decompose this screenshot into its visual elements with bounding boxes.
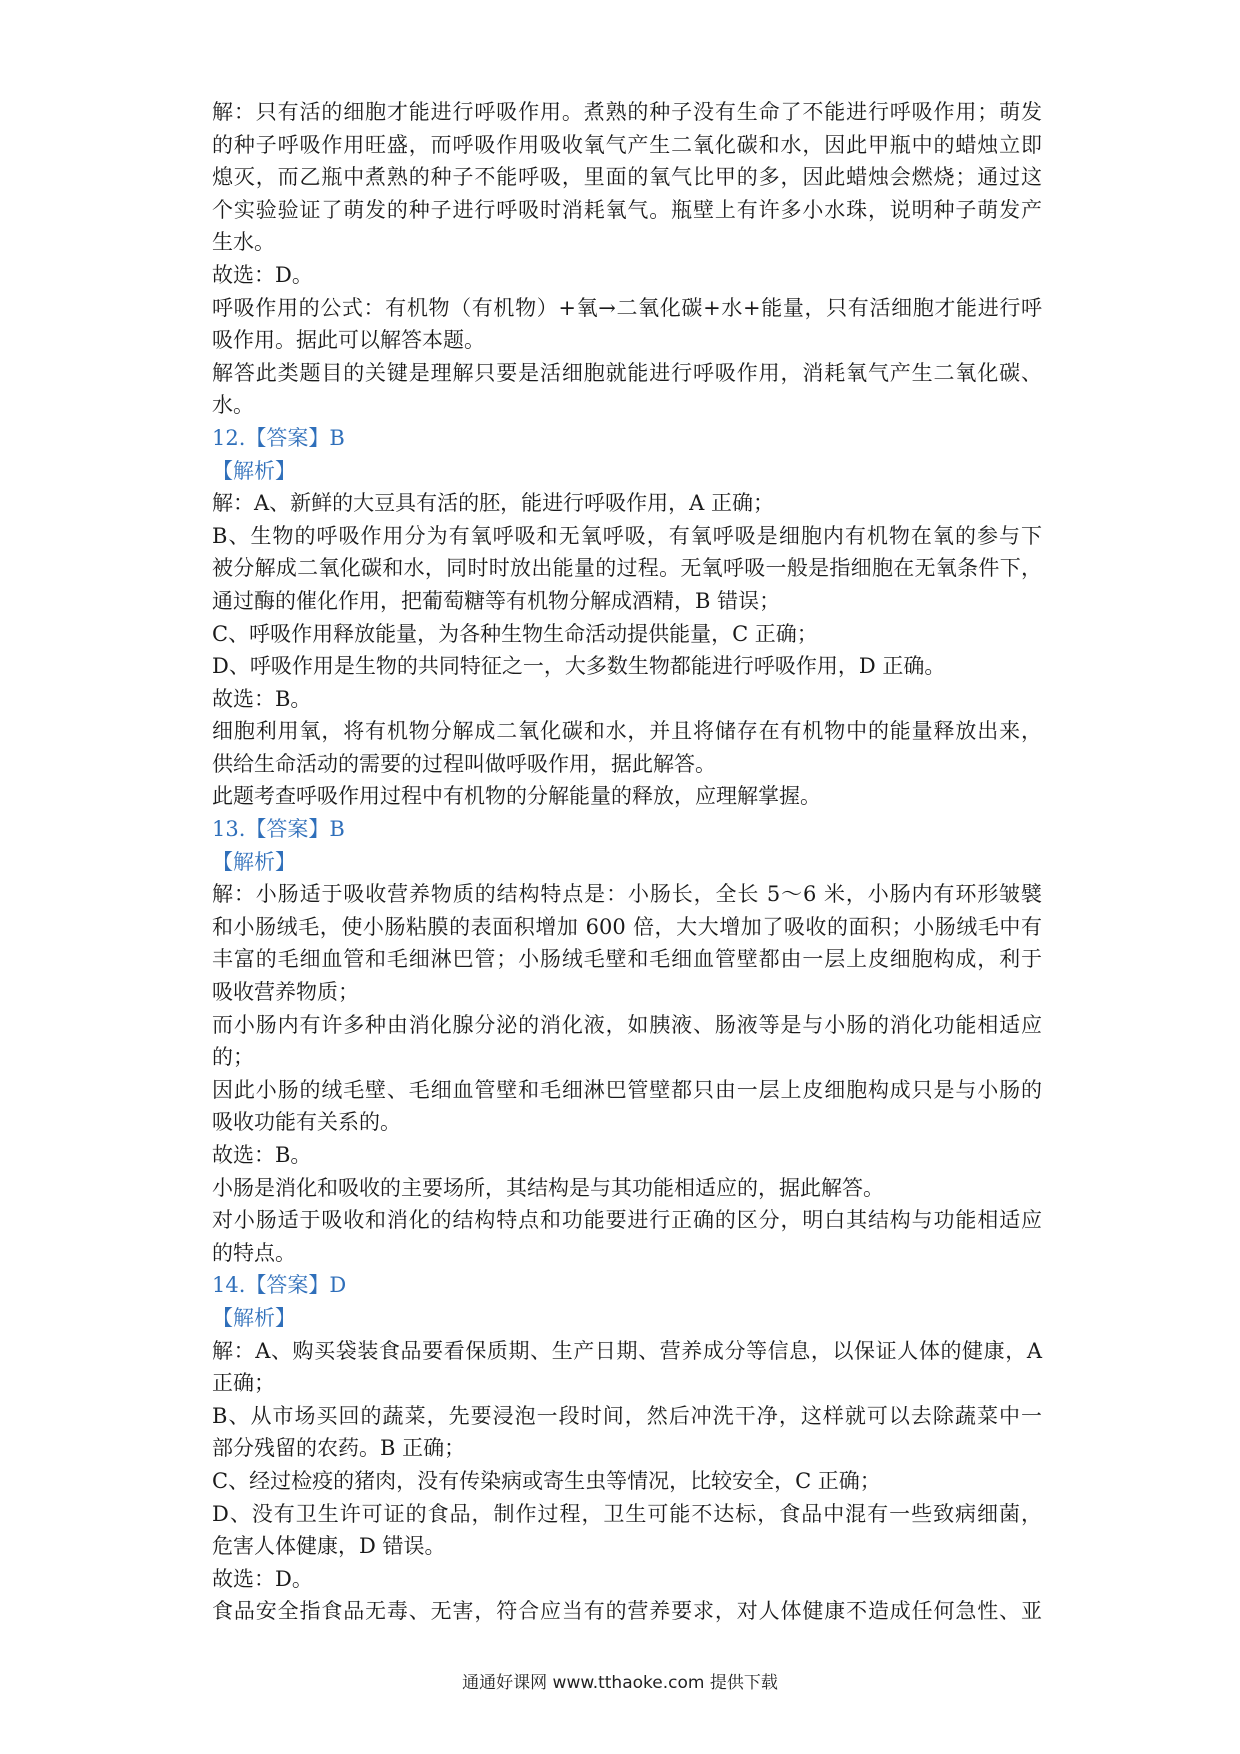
text-line: 解：只有活的细胞才能进行呼吸作用。煮熟的种子没有生命了不能进行呼吸作用；萌发 [212,100,1042,124]
text-line: 呼吸作用的公式：有机物（有机物）+氧→二氧化碳+水+能量，只有活细胞才能进行呼 [212,295,1042,320]
text-line: 熄灭，而乙瓶中煮熟的种子不能呼吸，里面的氧气比甲的多，因此蜡烛会燃烧；通过这 [212,165,1042,190]
text-line: 解：A、购买袋装食品要看保质期、生产日期、营养成分等信息，以保证人体的健康，A [212,1338,1042,1363]
text-line: 吸收营养物质； [212,980,359,1005]
text-line: 解：小肠适于吸收营养物质的结构特点是：小肠长，全长 5～6 米，小肠内有环形皱襞 [212,882,1042,907]
text-line: 生水。 [212,230,275,255]
text-line: B、生物的呼吸作用分为有氧呼吸和无氧呼吸，有氧呼吸是细胞内有机物在氧的参与下 [212,523,1042,548]
q13-explanation [212,878,1042,1269]
text-line: 的特点。 [212,1240,296,1265]
q12-explanation [212,487,1042,813]
text-line: 故选：B。 [212,1143,312,1167]
q14-explanation [212,1335,1042,1628]
q13-answer: 13.【答案】B [212,817,345,842]
text-line: 解：A、新鲜的大豆具有活的胚，能进行呼吸作用，A 正确； [212,491,775,516]
text-line: 被分解成二氧化碳和水，同时时放出能量的过程。无氧呼吸一般是指细胞在无氧条件下， [212,556,1042,581]
text-line: D、呼吸作用是生物的共同特征之一，大多数生物都能进行呼吸作用，D 正确。 [212,654,946,679]
text-line: 故选：D。 [212,262,313,287]
text-line: 危害人体健康，D 错误。 [212,1534,446,1559]
text-line: 故选：D。 [212,1566,313,1591]
text-line: 小肠是消化和吸收的主要场所，其结构是与其功能相适应的，据此解答。 [212,1175,884,1200]
text-line: 水。 [212,393,254,418]
q12-analysis-label: 【解析】 [212,458,296,483]
text-line: 吸作用。据此可以解答本题。 [212,328,485,353]
text-line: 丰富的毛细血管和毛细淋巴管；小肠绒毛壁和毛细血管壁都由一层上皮细胞构成，利于 [212,947,1042,972]
text-line: 故选：B。 [212,686,312,711]
q12-answer: 12.【答案】B [212,425,345,450]
text-line: 此题考查呼吸作用过程中有机物的分解能量的释放，应理解掌握。 [212,784,821,809]
text-line: 个实验验证了萌发的种子进行呼吸时消耗氧气。瓶壁上有许多小水珠，说明种子萌发产 [212,197,1042,222]
text-line: C、呼吸作用释放能量，为各种生物生命活动提供能量，C 正确； [212,621,818,646]
text-line: 的； [212,1045,254,1070]
q14-block [212,1269,1042,1628]
text-line: 细胞利用氧，将有机物分解成二氧化碳和水，并且将储存在有机物中的能量释放出来， [212,719,1042,744]
page-footer: 通通好课网 www.tthaoke.com 提供下载 [462,1673,778,1693]
text-line: 而小肠内有许多种由消化腺分泌的消化液，如胰液、肠液等是与小肠的消化功能相适应 [212,1012,1042,1037]
text-line: D、没有卫生许可证的食品，制作过程，卫生可能不达标，食品中混有一些致病细菌， [212,1501,1042,1526]
q11-explanation [212,96,1042,422]
text-line: 供给生命活动的需要的过程叫做呼吸作用，据此解答。 [212,751,716,776]
text-line: 的种子呼吸作用旺盛，而呼吸作用吸收氧气产生二氧化碳和水，因此甲瓶中的蜡烛立即 [212,132,1042,157]
text-line: 食品安全指食品无毒、无害，符合应当有的营养要求，对人体健康不造成任何急性、亚 [212,1599,1042,1624]
text-line: 因此小肠的绒毛壁、毛细血管壁和毛细淋巴管壁都只由一层上皮细胞构成只是与小肠的 [212,1077,1042,1102]
q13-block [212,813,1042,1269]
text-line: 通过酶的催化作用，把葡萄糖等有机物分解成酒精，B 错误； [212,588,781,613]
text-line: 和小肠绒毛，使小肠粘膜的表面积增加 600 倍，大大增加了吸收的面积；小肠绒毛中有 [212,914,1042,939]
text-line: 对小肠适于吸收和消化的结构特点和功能要进行正确的区分，明白其结构与功能相适应 [212,1208,1042,1233]
q13-analysis-label: 【解析】 [212,849,296,874]
text-line: 解答此类题目的关键是理解只要是活细胞就能进行呼吸作用，消耗氧气产生二氧化碳、 [212,360,1042,385]
text-line: 部分残留的农药。B 正确； [212,1436,466,1461]
q14-analysis-label: 【解析】 [212,1305,296,1330]
q14-answer: 14.【答案】D [212,1273,347,1298]
text-line: C、经过检疫的猪肉，没有传染病或寄生虫等情况，比较安全，C 正确； [212,1468,881,1493]
document-body [212,96,1042,1628]
q12-block [212,422,1042,813]
text-line: 正确； [212,1371,275,1396]
text-line: B、从市场买回的蔬菜，先要浸泡一段时间，然后冲洗干净，这样就可以去除蔬菜中一 [212,1403,1042,1428]
text-line: 吸收功能有关系的。 [212,1110,401,1135]
